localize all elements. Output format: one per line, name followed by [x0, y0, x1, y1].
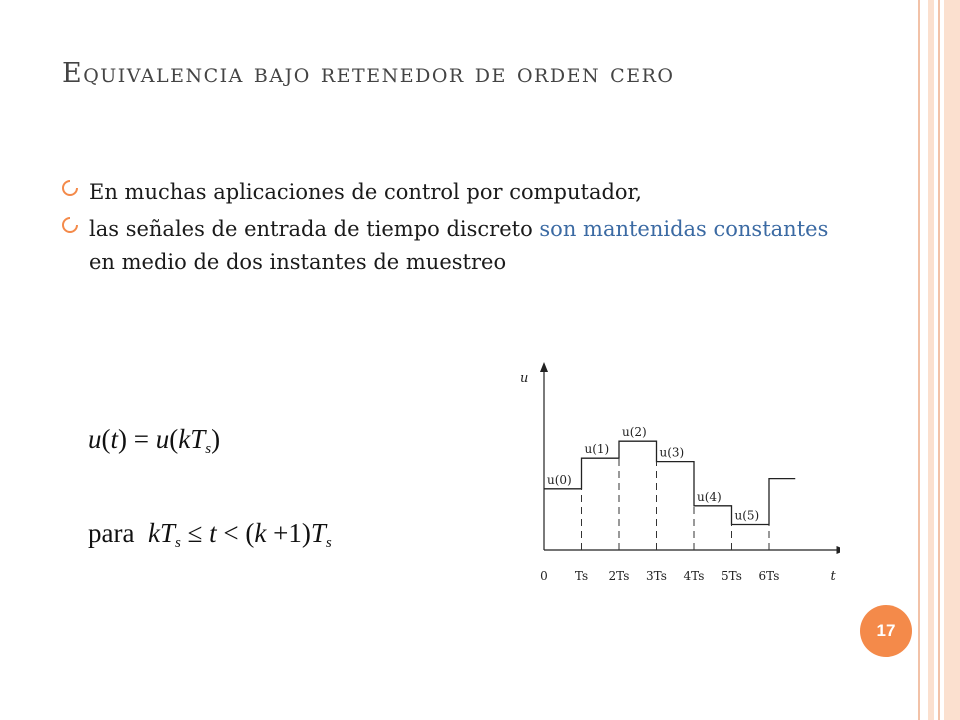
page-number-badge: 17: [860, 605, 912, 657]
x-tick-label: 4Ts: [683, 569, 705, 583]
bullet-item: [60, 213, 840, 279]
formula-text: $u(t) = u(kT_s)$: [88, 424, 221, 457]
step-value-label: u(0): [547, 472, 572, 487]
step-value-label: u(2): [622, 425, 647, 440]
bullet-marker-icon: [60, 215, 80, 235]
bullet-text-cont: en medio de dos instantes de muestreo: [89, 250, 507, 274]
formula-hold: [88, 424, 220, 458]
step-value-label: u(1): [584, 442, 610, 457]
x-tick-label: 5Ts: [721, 569, 742, 583]
bullet-marker-icon: [60, 178, 80, 198]
zoh-step-chart: [500, 350, 840, 590]
step-value-label: u(5): [734, 508, 760, 523]
bullet-text: las señales de entrada de tiempo discreto: [89, 217, 540, 241]
x-axis-arrow: [837, 546, 841, 554]
highlight-text: son mantenidas constantes: [539, 217, 829, 241]
x-tick-label: 0: [540, 569, 548, 583]
x-axis-label: t: [830, 569, 836, 584]
x-tick-label: 2Ts: [608, 569, 630, 583]
formula-interval: [88, 518, 332, 552]
bullet-text: En muchas aplicaciones de control por computador,: [89, 180, 642, 204]
step-value-label: u(4): [697, 489, 722, 504]
bullet-list: [60, 176, 840, 283]
x-tick-label: Ts: [574, 569, 589, 583]
y-axis-label: u: [520, 371, 529, 386]
bullet-item: [60, 176, 840, 209]
step-value-label: u(3): [659, 445, 685, 460]
slide-title: Equivalencia bajo retenedor de orden cero: [62, 58, 675, 89]
formula-text: para $kT_s \le t < (k +1)T_s$: [88, 518, 332, 551]
x-tick-label: 3Ts: [646, 569, 667, 583]
x-tick-label: 6Ts: [758, 569, 780, 583]
y-axis-arrow: [540, 362, 548, 372]
